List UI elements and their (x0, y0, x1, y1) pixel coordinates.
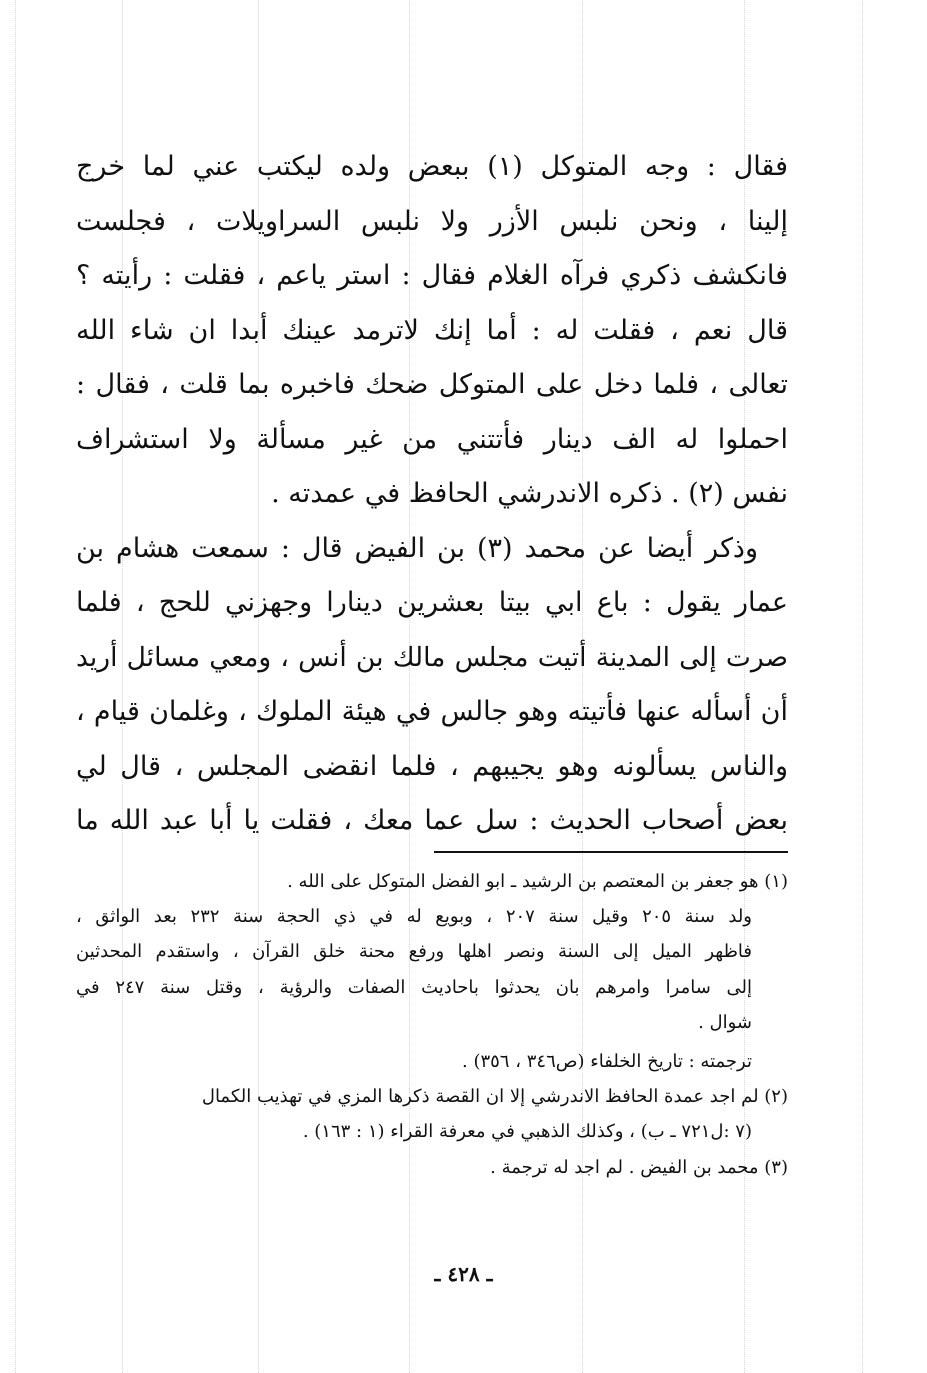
body-line: قال نعم ، فقلت له : أما إنك لاترمد عينك أبدا ان شاء الله (76, 314, 788, 346)
footnote-2-line: (٢) لم اجد عمدة الحافظ الاندرشي إلا ان القصة ذكرها المزي في تهذيب الكمال (201, 1086, 788, 1108)
body-line: إلينا ، ونحن نلبس الأزر ولا نلبس السراويلات ، فجلست (76, 205, 788, 237)
body-line: والناس يسألونه وهو يجيبهم ، فلما انقضى المجلس ، قال لي (76, 750, 788, 782)
body-line: نفس (٢) . ذكره الاندرشي الحافظ في عمدته . (271, 478, 788, 509)
footnote-2-line: (٧ :ل٧٢١ ـ ب) ، وكذلك الذهبي في معرفة القراء (١ : ١٦٣) . (302, 1121, 752, 1143)
body-line: بعض أصحاب الحديث : سل عما معك ، فقلت يا أبا عبد الله ما (76, 805, 788, 836)
body-line: صرت إلى المدينة أتيت مجلس مالك بن أنس ، ومعي مسائل أريد (76, 641, 788, 673)
body-line: أن أسأله عنها فأتيته وهو جالس في هيئة الملوك ، وغلمان قيام ، (76, 696, 788, 727)
footnote-separator (434, 851, 788, 853)
page-number: ـ ٤٢٨ ـ (434, 1262, 493, 1286)
body-line: احملوا له الف دينار فأتتني من غير مسألة ولا استشراف (76, 423, 788, 455)
footnotes (76, 864, 788, 1185)
footnote-1-line: فاظهر الميل إلى السنة ونصر اهلها ورفع محنة خلق القرآن ، واستقدم المحدثين (76, 941, 752, 963)
footnote-1-line: ولد سنة ٢٠٥ وقيل سنة ٢٠٧ ، وبويع له في ذي الحجة سنة ٢٣٢ بعد الواثق ، (76, 906, 752, 928)
body-line: تعالى ، فلما دخل على المتوكل ضحك فاخبره بما قلت ، فقال : (76, 369, 788, 400)
body-line: عمار يقول : باع ابي بيتا بعشرين دينارا وجهزني للحج ، فلما (76, 587, 788, 618)
scan-guide-line (862, 0, 863, 1373)
footnote-1-line: (١) هو جعفر بن المعتصم بن الرشيد ـ ابو الفضل المتوكل على الله . (287, 871, 788, 892)
footnote-3-line: (٣) محمد بن الفيض . لم اجد له ترجمة . (490, 1156, 788, 1178)
body-line: فانكشف ذكري فرآه الغلام فقال : استر ياعم ، فقلت : رأيته ؟ (76, 260, 788, 291)
body-line: وذكر أيضا عن محمد (٣) بن الفيض قال : سمعت هشام بن (76, 532, 758, 564)
scan-guide-line (15, 0, 16, 1373)
footnote-1-line: شوال . (698, 1011, 752, 1033)
footnote-1-line: إلى سامرا وامرهم بان يحدثوا باحاديث الصفات والرؤية ، وقتل سنة ٢٤٧ في (76, 976, 752, 998)
main-text (76, 140, 788, 849)
footnote-1-line: ترجمته : تاريخ الخلفاء (ص٣٤٦ ، ٣٥٦) . (462, 1050, 752, 1072)
body-line: فقال : وجه المتوكل (١) ببعض ولده ليكتب عني لما خرج (76, 151, 788, 182)
